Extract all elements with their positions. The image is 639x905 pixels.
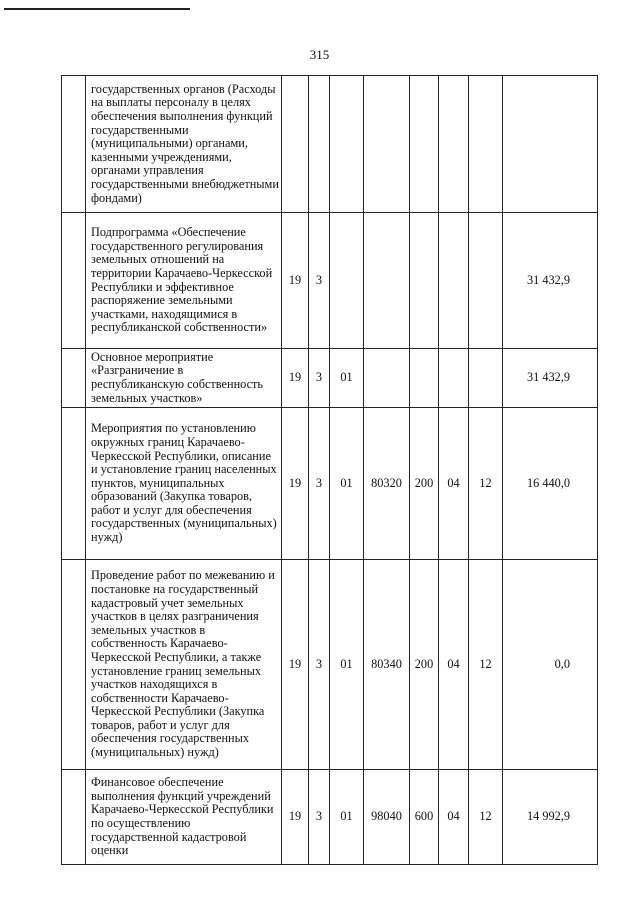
table-body <box>62 76 598 865</box>
subsection-code: 12 <box>469 408 503 560</box>
main-event-code: 01 <box>330 560 364 770</box>
section-code <box>439 76 469 213</box>
subprogram-code: 3 <box>309 349 330 408</box>
table-row <box>62 770 598 865</box>
amount: 16 440,0 <box>503 408 598 560</box>
direction-code <box>364 349 410 408</box>
subprogram-code: 3 <box>309 560 330 770</box>
expense-type-code <box>410 76 439 213</box>
section-code <box>439 349 469 408</box>
subsection-code: 12 <box>469 560 503 770</box>
main-event-code: 01 <box>330 408 364 560</box>
main-event-code <box>330 76 364 213</box>
budget-table <box>61 75 598 865</box>
subsection-code <box>469 76 503 213</box>
main-event-code: 01 <box>330 349 364 408</box>
direction-code: 80340 <box>364 560 410 770</box>
blank-cell <box>62 349 86 408</box>
blank-cell <box>62 770 86 865</box>
direction-code: 98040 <box>364 770 410 865</box>
section-code: 04 <box>439 408 469 560</box>
subsection-code <box>469 349 503 408</box>
program-code: 19 <box>282 408 309 560</box>
subsection-code <box>469 213 503 349</box>
expense-type-code <box>410 213 439 349</box>
row-description: Мероприятия по установлению окружных границ Карачаево-Черкесской Республики, описание и установление границ населенных пунктов, муниципальных образований (Закупка товаров, работ и услуг для обеспечения государственных (муниципальных) нужд) <box>86 408 282 560</box>
main-event-code <box>330 213 364 349</box>
program-code: 19 <box>282 770 309 865</box>
page-number: 315 <box>309 47 330 62</box>
table-row <box>62 560 598 770</box>
program-code: 19 <box>282 213 309 349</box>
blank-cell <box>62 408 86 560</box>
main-event-code: 01 <box>330 770 364 865</box>
direction-code <box>364 213 410 349</box>
section-code: 04 <box>439 770 469 865</box>
expense-type-code <box>410 349 439 408</box>
blank-cell <box>62 213 86 349</box>
expense-type-code: 200 <box>410 560 439 770</box>
amount: 31 432,9 <box>503 349 598 408</box>
blank-cell <box>62 560 86 770</box>
top-rule <box>4 8 190 10</box>
table-row <box>62 408 598 560</box>
subprogram-code: 3 <box>309 408 330 560</box>
subprogram-code: 3 <box>309 213 330 349</box>
row-description: Основное мероприятие «Разграничение в республиканскую собственность земельных участков» <box>86 349 282 408</box>
row-description: Проведение работ по межеванию и постановке на государственный кадастровый учет земельных участков в целях разграничения земельных участков в собственность Карачаево-Черкесской Республики, а также установление границ земельных участков находящихся в собственности Карачаево-Черкесской Республики (Закупка товаров, работ и услуг для обеспечения государственных (муниципальных) нужд) <box>86 560 282 770</box>
amount: 14 992,9 <box>503 770 598 865</box>
subsection-code: 12 <box>469 770 503 865</box>
amount: 31 432,9 <box>503 213 598 349</box>
program-code: 19 <box>282 349 309 408</box>
program-code: 19 <box>282 560 309 770</box>
blank-cell <box>62 76 86 213</box>
expense-type-code: 600 <box>410 770 439 865</box>
amount: 0,0 <box>503 560 598 770</box>
amount <box>503 76 598 213</box>
table-row <box>62 213 598 349</box>
section-code: 04 <box>439 560 469 770</box>
table-row <box>62 76 598 213</box>
direction-code: 80320 <box>364 408 410 560</box>
subprogram-code <box>309 76 330 213</box>
direction-code <box>364 76 410 213</box>
subprogram-code: 3 <box>309 770 330 865</box>
program-code <box>282 76 309 213</box>
row-description: государственных органов (Расходы на выплаты персоналу в целях обеспечения выполнения функций государственными (муниципальными) органами, казенными учреждениями, органами управления государственными внебюджетными фондами) <box>86 76 282 213</box>
row-description: Подпрограмма «Обеспечение государственного регулирования земельных отношений на территории Карачаево-Черкесской Республики и эффективное распоряжение земельными участками, находящимися в республиканской собственности» <box>86 213 282 349</box>
row-description: Финансовое обеспечение выполнения функций учреждений Карачаево-Черкесской Республики по осуществлению государственной кадастровой оценки <box>86 770 282 865</box>
table-row <box>62 349 598 408</box>
expense-type-code: 200 <box>410 408 439 560</box>
section-code <box>439 213 469 349</box>
